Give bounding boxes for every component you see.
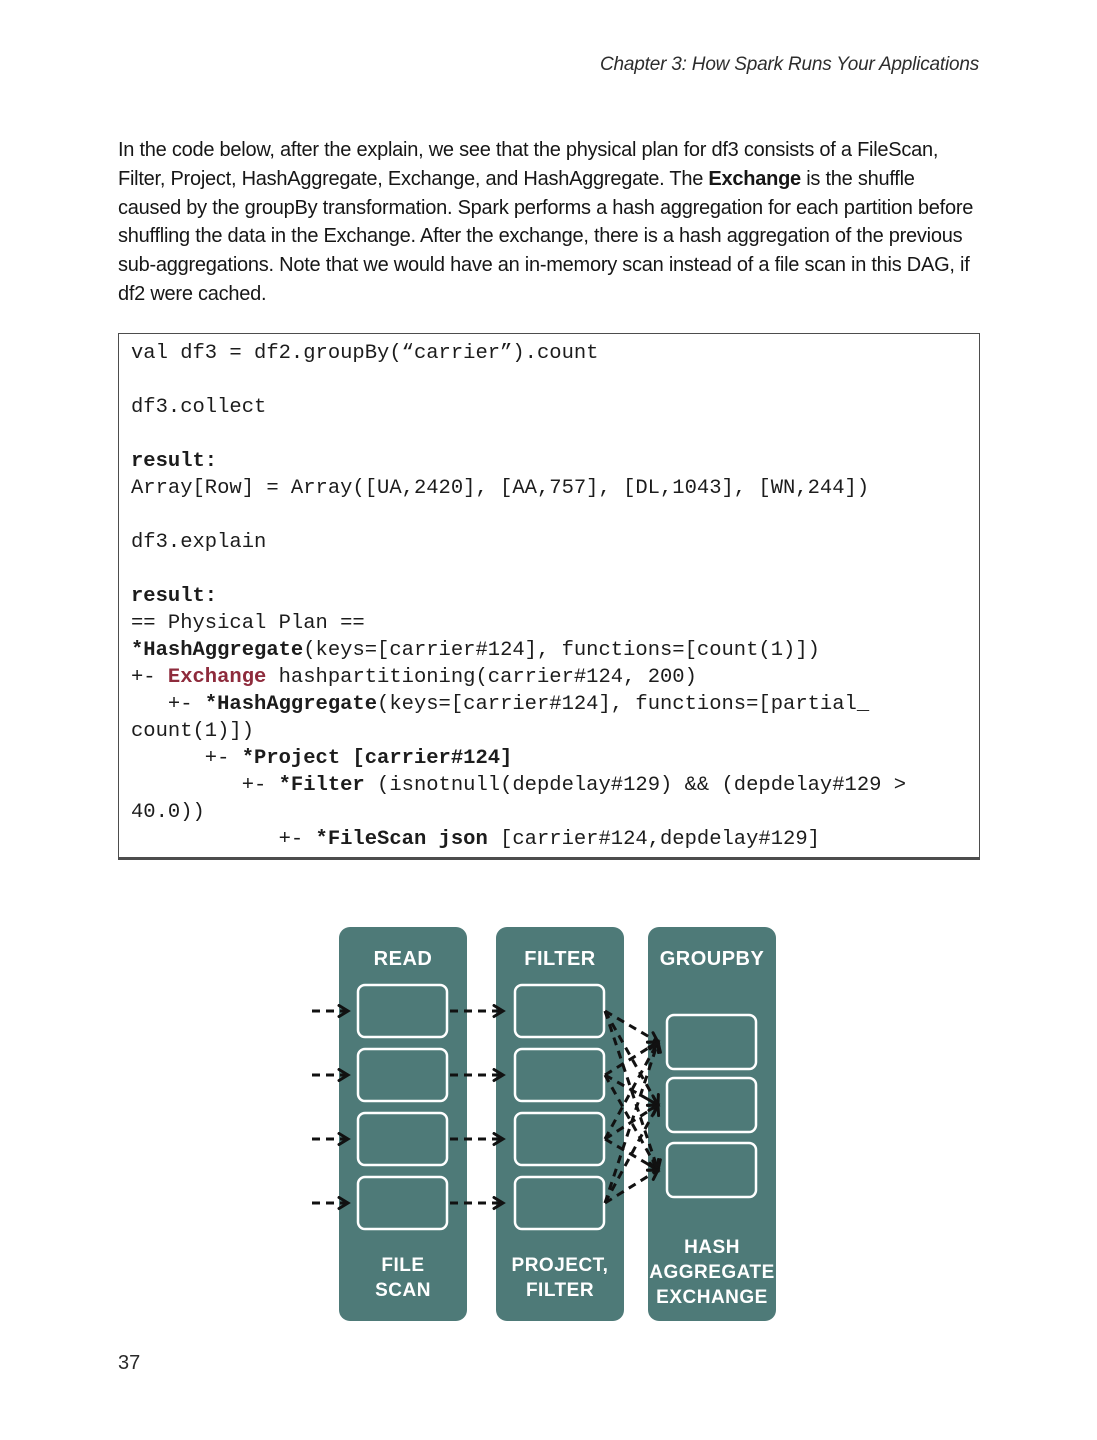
text-segment: count(1)]) (131, 720, 255, 743)
dag-diagram (300, 925, 800, 1325)
stage-column-read (339, 927, 467, 1321)
text-segment: +- (131, 828, 316, 851)
code-line (131, 691, 967, 718)
body-paragraph (118, 136, 978, 309)
code-block-lines (131, 340, 967, 853)
code-line (131, 448, 967, 475)
text-segment: +- (131, 747, 242, 770)
emphasis-text: result: (131, 585, 218, 608)
code-line (131, 394, 967, 421)
code-line (131, 799, 967, 826)
stage-column-groupby (648, 927, 776, 1321)
code-line (131, 340, 967, 367)
text-segment: hashpartitioning(carrier#124, 200) (266, 666, 697, 689)
code-line (131, 502, 967, 529)
code-line (131, 367, 967, 394)
emphasis-text: *HashAggregate (204, 693, 378, 716)
page-number: 37 (118, 1352, 141, 1374)
emphasis-text: *Filter (278, 774, 365, 797)
text-segment: val df3 = df2.groupBy(“carrier”).count (131, 342, 599, 365)
code-line (131, 583, 967, 610)
code-block (118, 333, 980, 860)
text-segment: df3.collect (131, 396, 267, 419)
emphasis-text: *HashAggregate (131, 639, 304, 662)
stage-bottom-label: FILTER (525, 1280, 595, 1301)
code-line (131, 475, 967, 502)
text-segment: Array[Row] = Array([UA,2420], [AA,757], [DL,1043], [WN,244]) (131, 477, 870, 500)
code-line (131, 637, 967, 664)
stage-title: GROUPBY (659, 948, 765, 970)
code-line (131, 556, 967, 583)
stage-title: FILTER (524, 948, 596, 970)
emphasis-text: *FileScan json (315, 828, 488, 851)
stage-bottom-label: HASH (684, 1237, 740, 1258)
text-segment: [carrier#124,depdelay#129] (487, 828, 820, 851)
code-line (131, 421, 967, 448)
stage-bottom-label: PROJECT, (511, 1255, 609, 1276)
code-line (131, 745, 967, 772)
emphasis-text: Exchange (167, 666, 267, 689)
text-segment: +- (131, 693, 205, 716)
text-segment: +- (131, 666, 168, 689)
code-line (131, 610, 967, 637)
text-segment: is the shuffle caused by the groupBy transformation. Spark performs a hash aggregation for each partition before shuffling the data in the Exchange. After the exchange, there is a hash aggregation of the previous sub-aggregations. Note that we would have an in-memory scan instead of a file scan in this DAG, if df2 were cached. (118, 167, 974, 305)
text-segment: (isnotnull(depdelay#129) && (depdelay#129 > (364, 774, 907, 797)
text-segment: == Physical Plan == (131, 612, 365, 635)
stage-bottom-label: FILE (381, 1255, 425, 1276)
dag-diagram-svg (300, 925, 800, 1325)
stage-title: READ (373, 948, 433, 970)
text-segment: In the code below, after the explain, we see that the physical plan for df3 consists of a FileScan, Filter, Project, HashAggregate, Exchange, and HashAggregate. The (118, 139, 939, 190)
text-segment: df3.explain (131, 531, 267, 554)
stage-bottom-label: AGGREGATE (649, 1262, 775, 1283)
code-line (131, 772, 967, 799)
code-line (131, 826, 967, 853)
stage-bottom-label: SCAN (375, 1280, 431, 1301)
text-segment: 40.0)) (131, 801, 205, 824)
code-line (131, 718, 967, 745)
stage-bottom-label: EXCHANGE (656, 1287, 768, 1308)
running-header: Chapter 3: How Spark Runs Your Applications (600, 54, 979, 75)
emphasis-text: *Project [carrier#124] (241, 747, 513, 770)
code-line (131, 529, 967, 556)
code-line (131, 664, 967, 691)
text-segment: +- (131, 774, 279, 797)
emphasis-text: Exchange (708, 167, 801, 190)
text-segment: (keys=[carrier#124], functions=[count(1)]) (303, 639, 820, 662)
text-segment: (keys=[carrier#124], functions=[partial_ (377, 693, 870, 716)
emphasis-text: result: (131, 450, 218, 473)
stage-column-filter (496, 927, 624, 1321)
